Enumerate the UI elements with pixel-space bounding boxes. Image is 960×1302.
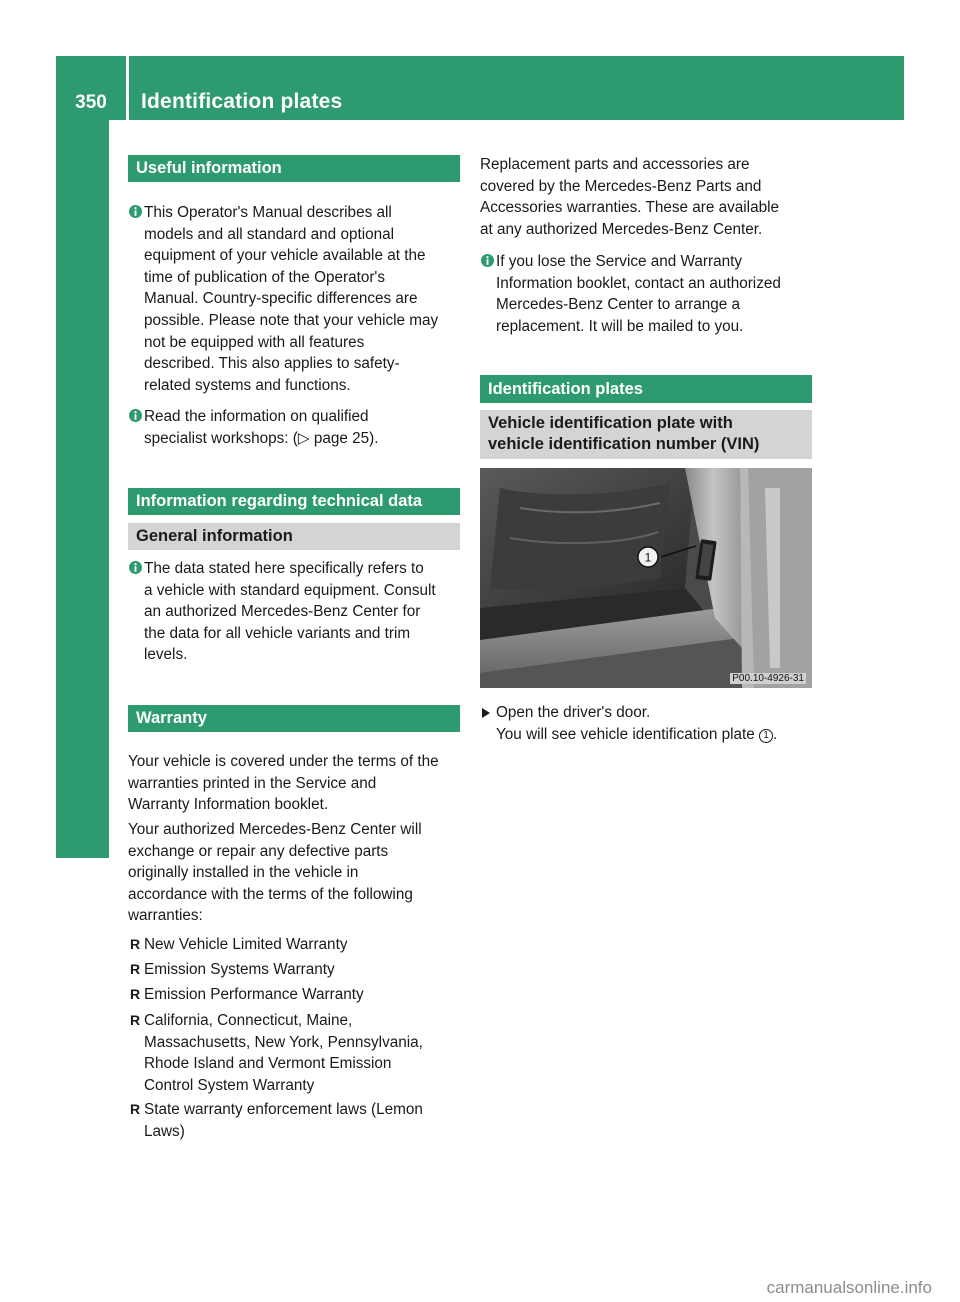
info-note-lost-booklet <box>496 251 812 337</box>
bullet-marker: R <box>130 961 141 977</box>
list-item <box>130 984 460 1006</box>
line: Mercedes-Benz Center to arrange a <box>496 296 741 314</box>
line: Laws) <box>144 1122 185 1140</box>
section-heading-useful-information: Useful information <box>128 155 460 182</box>
bullet-marker: R <box>130 1012 141 1028</box>
line: Accessories warranties. These are available <box>480 199 779 217</box>
arrow-right-icon <box>481 707 491 719</box>
line: Rhode Island and Vermont Emission <box>144 1055 392 1073</box>
info-icon <box>129 205 142 218</box>
list-item <box>130 959 460 981</box>
info-note-manual <box>144 202 460 396</box>
step-text: Open the driver's door. <box>496 704 651 721</box>
line: an authorized Mercedes-Benz Center for <box>144 603 421 621</box>
subheading-vin-plate <box>480 410 812 459</box>
line: the data for all vehicle variants and trim <box>144 624 411 642</box>
info-icon <box>129 561 142 574</box>
line: accordance with the terms of the following <box>128 885 413 903</box>
line: California, Connecticut, Maine, <box>144 1012 353 1029</box>
page-reference-link[interactable]: specialist workshops: (▷ page 25). <box>144 429 379 447</box>
parts-warranty-paragraph <box>480 154 812 240</box>
info-note-technical-data <box>144 558 460 666</box>
page-number: 350 <box>75 92 107 113</box>
line: Massachusetts, New York, Pennsylvania, <box>144 1033 423 1051</box>
line: State warranty enforcement laws (Lemon <box>144 1101 423 1118</box>
photo-code: P00.10-4926-31 <box>732 673 804 684</box>
line: Your vehicle is covered under the terms of the <box>128 753 439 770</box>
line: Emission Systems Warranty <box>144 961 335 978</box>
info-icon <box>129 409 142 422</box>
line: time of publication of the Operator's <box>144 268 386 286</box>
instruction-step <box>496 702 812 745</box>
line: Your authorized Mercedes-Benz Center will <box>128 821 422 838</box>
line: Vehicle identification plate with <box>488 414 733 432</box>
watermark: carmanualsonline.info <box>766 1278 932 1297</box>
door-sill-illustration <box>480 468 812 688</box>
page-title: Identification plates <box>141 90 343 113</box>
bullet-marker: R <box>130 1101 141 1117</box>
line: Information booklet, contact an authorized <box>496 274 781 292</box>
line: replacement. It will be mailed to you. <box>496 317 744 335</box>
header-separator <box>126 56 129 120</box>
line: warranties: <box>128 907 203 925</box>
side-tab-label: Technical data <box>69 499 94 651</box>
line: vehicle identification number (VIN) <box>488 435 760 453</box>
line: Control System Warranty <box>144 1076 315 1094</box>
callout-number: 1 <box>644 550 652 565</box>
list-item <box>130 1010 460 1096</box>
line: If you lose the Service and Warranty <box>496 253 742 270</box>
line: not be equipped with all features <box>144 333 365 351</box>
line: New Vehicle Limited Warranty <box>144 936 348 953</box>
line: originally installed in the vehicle in <box>128 864 359 882</box>
vin-plate-photo <box>480 468 812 688</box>
line: a vehicle with standard equipment. Consult <box>144 581 436 599</box>
line: related systems and functions. <box>144 376 351 394</box>
section-heading-warranty: Warranty <box>128 705 460 732</box>
list-item <box>130 934 460 956</box>
section-heading-identification-plates: Identification plates <box>480 375 812 403</box>
line: Read the information on qualified <box>144 408 369 425</box>
warranty-paragraph-2 <box>128 819 460 927</box>
line: Replacement parts and accessories are <box>480 156 750 173</box>
line: Manual. Country-specific differences are <box>144 290 418 308</box>
warranty-paragraph-1 <box>128 751 460 816</box>
list-item <box>130 1099 460 1142</box>
info-note-workshops <box>144 406 460 449</box>
line: Warranty Information booklet. <box>128 796 329 814</box>
subheading-general-information: General information <box>128 523 460 550</box>
line: levels. <box>144 646 188 664</box>
line: exchange or repair any defective parts <box>128 842 389 860</box>
line: possible. Please note that your vehicle may <box>144 311 439 329</box>
line: This Operator's Manual describes all <box>144 204 392 221</box>
line: described. This also applies to safety- <box>144 355 400 373</box>
result-text: You will see vehicle identification plate <box>496 725 760 743</box>
step-result <box>496 724 812 746</box>
side-tab <box>56 120 109 858</box>
line: The data stated here specifically refers to <box>144 560 424 577</box>
line: models and all standard and optional <box>144 225 395 243</box>
bullet-marker: R <box>130 936 141 952</box>
section-heading-technical-data: Information regarding technical data <box>128 488 460 515</box>
line: covered by the Mercedes-Benz Parts and <box>480 177 762 195</box>
result-end: . <box>773 725 778 743</box>
info-icon <box>481 254 494 267</box>
callout-1-icon: 1 <box>759 729 773 743</box>
bullet-marker: R <box>130 986 141 1002</box>
line: equipment of your vehicle available at the <box>144 247 426 265</box>
line: Emission Performance Warranty <box>144 986 364 1003</box>
line: at any authorized Mercedes-Benz Center. <box>480 220 763 238</box>
line: warranties printed in the Service and <box>128 774 377 792</box>
